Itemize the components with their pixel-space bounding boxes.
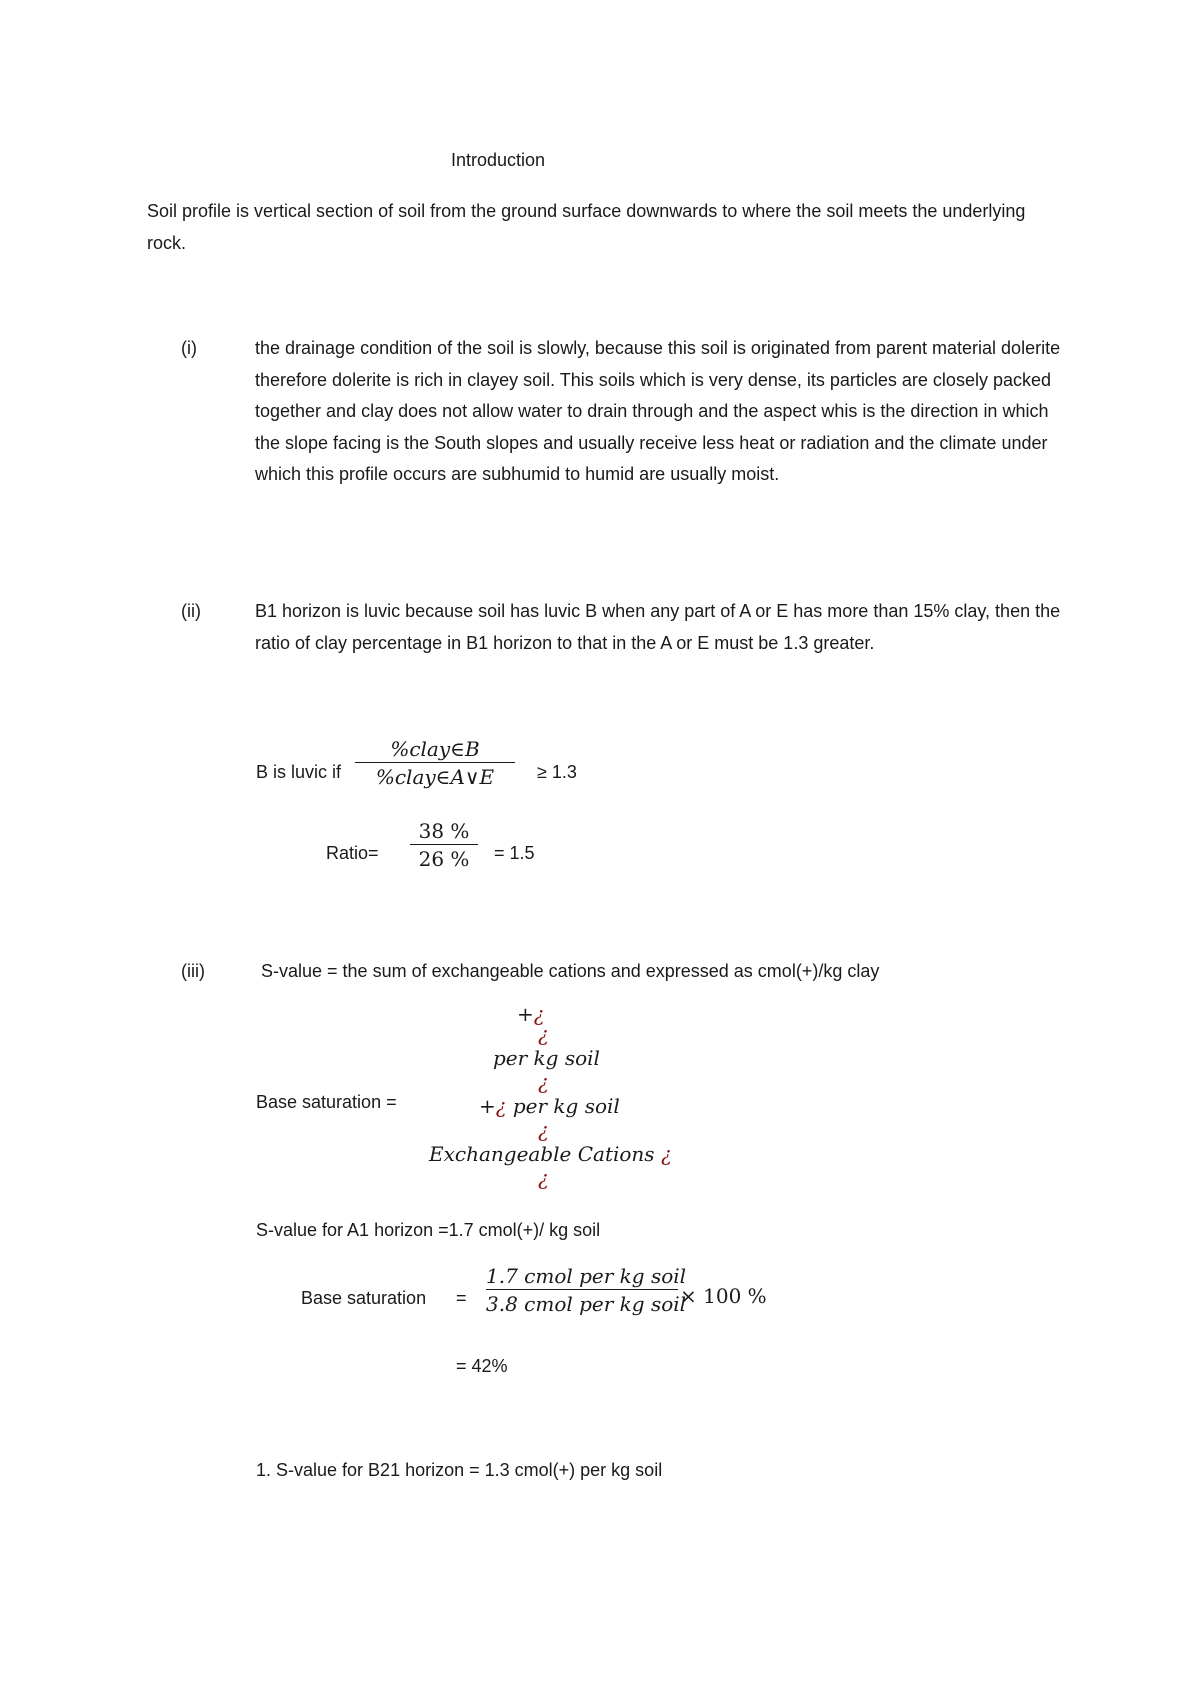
calc-result: = 42% bbox=[456, 1356, 508, 1376]
page-title: Introduction bbox=[451, 150, 546, 170]
intro-paragraph: Soil profile is vertical section of soil from the ground surface downwards to where the soil meets the underlying rock. bbox=[147, 201, 1026, 253]
base-saturation-label: Base saturation = bbox=[256, 1092, 397, 1112]
calc-numerator: 1.7 cmol per kg soil bbox=[486, 1264, 687, 1288]
svalue-a1: S-value for A1 horizon =1.7 cmol(+)/ kg soil bbox=[256, 1220, 601, 1240]
per-kg-soil-text: per kg soil bbox=[506, 1094, 620, 1118]
calc-fraction bbox=[486, 1263, 687, 1318]
part-iii-text: S-value = the sum of exchangeable cations and expressed as cmol(+)/kg clay bbox=[261, 961, 880, 981]
luvic-label: B is luvic if bbox=[256, 762, 342, 782]
ratio-result: = 1.5 bbox=[494, 843, 535, 863]
ratio-denominator: 26 % bbox=[418, 847, 470, 871]
exchangeable-cations-text: Exchangeable Cations bbox=[429, 1142, 661, 1166]
formula-line-6: ¿ bbox=[538, 1118, 549, 1142]
part-i-text: the drainage condition of the soil is slowly, because this soil is originated from parent material dolerite therefore dolerite is rich in clayey soil. This soils which is very dense, its particles are closely packed together and clay does not allow water to drain through and the aspect whis is the direction in which the slope facing is the South slopes and usually receive less heat or radiation and the climate under which this profile occurs are subhumid to humid are usually moist. bbox=[255, 338, 1061, 484]
luvic-numerator: %clay∈B bbox=[390, 737, 480, 761]
plus-sign: + bbox=[479, 1094, 496, 1118]
part-ii-text: B1 horizon is luvic because soil has luvic B when any part of A or E has more than 15% clay, then the ratio of clay percentage in B1 horizon to that in the A or E must be 1.3 greater. bbox=[255, 601, 1061, 653]
svalue-b21: 1. S-value for B21 horizon = 1.3 cmol(+) per kg soil bbox=[256, 1460, 663, 1480]
calc-label: Base saturation bbox=[301, 1288, 427, 1308]
formula-line-8: ¿ bbox=[538, 1166, 549, 1190]
garbled-symbol: ¿ bbox=[660, 1142, 672, 1166]
ratio-fraction bbox=[410, 818, 478, 873]
ratio-numerator: 38 % bbox=[418, 819, 470, 843]
part-ii-label: (ii) bbox=[181, 601, 201, 621]
luvic-fraction bbox=[355, 736, 515, 791]
calc-denominator: 3.8 cmol per kg soil bbox=[486, 1292, 687, 1316]
formula-line-4: ¿ bbox=[538, 1070, 549, 1094]
plus-sign: + bbox=[517, 1002, 534, 1026]
luvic-denominator: %clay∈A∨E bbox=[375, 765, 495, 789]
formula-line-2: ¿ bbox=[538, 1022, 549, 1046]
formula-line-5 bbox=[479, 1094, 620, 1118]
calc-multiplier: × 100 % bbox=[680, 1284, 767, 1308]
luvic-condition: ≥ 1.3 bbox=[537, 762, 577, 782]
garbled-symbol: ¿ bbox=[533, 1002, 545, 1026]
part-iii-label: (iii) bbox=[181, 961, 205, 981]
ratio-label: Ratio= bbox=[326, 843, 379, 863]
calc-equals: = bbox=[456, 1288, 467, 1308]
formula-line-7 bbox=[429, 1142, 672, 1166]
part-i-label: (i) bbox=[181, 338, 197, 358]
garbled-symbol: ¿ bbox=[495, 1094, 507, 1118]
formula-line-3: per kg soil bbox=[493, 1046, 600, 1070]
